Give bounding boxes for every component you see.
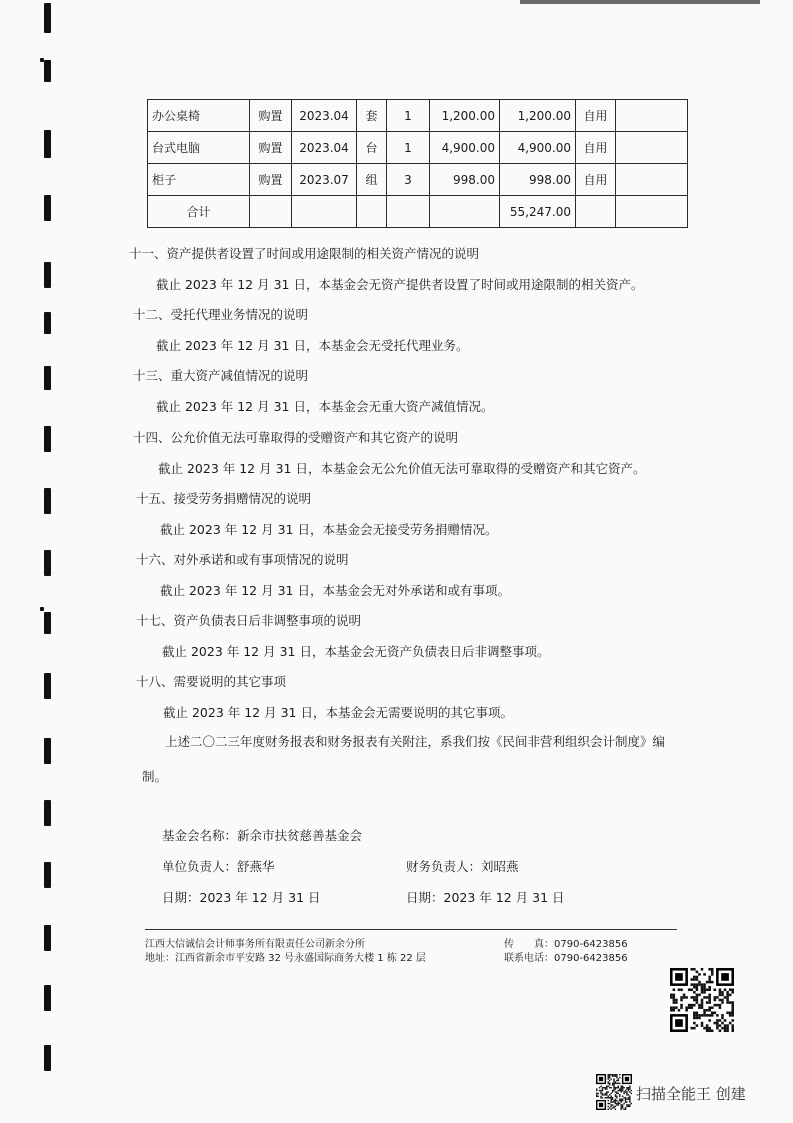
- firm-fax: 传 真：0790-6423856: [504, 939, 628, 950]
- total-label: 合计: [148, 196, 250, 228]
- section-heading: 十五、接受劳务捐赠情况的说明: [136, 490, 312, 506]
- item-name-cell: 办公桌椅: [148, 100, 250, 132]
- note-cell: [616, 164, 688, 196]
- firm-phone: 联系电话：0790-6423856: [504, 953, 628, 964]
- acquire-method-cell: 购置: [250, 164, 292, 196]
- firm-address: 地址：江西省新余市平安路 32 号永盛国际商务大楼 1 栋 22 层: [145, 953, 426, 964]
- finance-leader: 财务负责人：刘昭燕: [406, 859, 519, 874]
- amount-cell: 1,200.00: [500, 100, 576, 132]
- section-heading: 十二、受托代理业务情况的说明: [133, 307, 309, 323]
- section-heading: 十三、重大资产减值情况的说明: [133, 368, 309, 384]
- item-name-cell: 柜子: [148, 164, 250, 196]
- fixed-assets-table: [147, 99, 688, 228]
- scanner-logo-qr: [596, 1074, 632, 1110]
- unit-price-cell: 998.00: [430, 164, 500, 196]
- amount-cell: 998.00: [500, 164, 576, 196]
- date-left: 日期：2023 年 12 月 31 日: [162, 890, 321, 905]
- note-cell: [616, 132, 688, 164]
- section-heading: 十八、需要说明的其它事项: [136, 674, 287, 690]
- usage-cell: 自用: [576, 100, 616, 132]
- table-row: [148, 132, 688, 164]
- note-cell: [616, 100, 688, 132]
- acquire-method-cell: 购置: [250, 132, 292, 164]
- closing-line2: 制。: [142, 769, 168, 784]
- usage-cell: 自用: [576, 164, 616, 196]
- qr-code: [670, 968, 734, 1032]
- amount-cell: 4,900.00: [500, 132, 576, 164]
- acquire-date-cell: 2023.07: [292, 164, 357, 196]
- section-text: 截止 2023 年 12 月 31 日，本基金会无接受劳务捐赠情况。: [160, 521, 498, 537]
- unit-price-cell: 4,900.00: [430, 132, 500, 164]
- footer-divider: [145, 929, 677, 930]
- item-name-cell: 台式电脑: [148, 132, 250, 164]
- section-heading: 十一、资产提供者设置了时间或用途限制的相关资产情况的说明: [129, 246, 480, 261]
- closing-line1: 上述二〇二三年度财务报表和财务报表有关附注，系我们按《民间非营利组织会计制度》编: [165, 734, 666, 749]
- acquire-date-cell: 2023.04: [292, 100, 357, 132]
- section-heading: 十七、资产负债表日后非调整事项的说明: [136, 613, 362, 629]
- total-amount: 55,247.00: [500, 196, 576, 228]
- table-row: [148, 164, 688, 196]
- section-heading: 十四、公允价值无法可靠取得的受赠资产和其它资产的说明: [133, 429, 459, 445]
- section-text: 截止 2023 年 12 月 31 日，本基金会无对外承诺和或有事项。: [160, 583, 510, 598]
- quantity-cell: 1: [387, 100, 430, 132]
- total-row: [148, 196, 688, 228]
- usage-cell: 自用: [576, 132, 616, 164]
- section-text: 截止 2023 年 12 月 31 日，本基金会无重大资产减值情况。: [156, 399, 494, 415]
- unit-cell: 套: [357, 100, 387, 132]
- binding-holes: [40, 0, 58, 1123]
- acquire-method-cell: 购置: [250, 100, 292, 132]
- scanner-watermark: 扫描全能王 创建: [636, 1085, 746, 1103]
- quantity-cell: 1: [387, 132, 430, 164]
- unit-leader: 单位负责人：舒燕华: [162, 859, 275, 874]
- foundation-name: 基金会名称：新余市扶贫慈善基金会: [162, 828, 363, 843]
- section-text: 截止 2023 年 12 月 31 日，本基金会无受托代理业务。: [156, 338, 469, 354]
- section-text: 截止 2023 年 12 月 31 日，本基金会无需要说明的其它事项。: [163, 705, 513, 721]
- section-text: 截止 2023 年 12 月 31 日，本基金会无公允价值无法可靠取得的受赠资产和其它资产。: [158, 460, 646, 476]
- section-text: 截止 2023 年 12 月 31 日，本基金会无资产负债表日后非调整事项。: [162, 644, 550, 660]
- firm-name: 江西大信诚信会计师事务所有限责任公司新余分所: [145, 939, 365, 950]
- section-text: 截止 2023 年 12 月 31 日，本基金会无资产提供者设置了时间或用途限制的相关资产。: [156, 277, 644, 292]
- unit-cell: 台: [357, 132, 387, 164]
- scan-edge: [520, 0, 760, 4]
- section-heading: 十六、对外承诺和或有事项情况的说明: [136, 552, 349, 567]
- unit-price-cell: 1,200.00: [430, 100, 500, 132]
- quantity-cell: 3: [387, 164, 430, 196]
- acquire-date-cell: 2023.04: [292, 132, 357, 164]
- table-row: [148, 100, 688, 132]
- unit-cell: 组: [357, 164, 387, 196]
- date-right: 日期：2023 年 12 月 31 日: [406, 890, 565, 905]
